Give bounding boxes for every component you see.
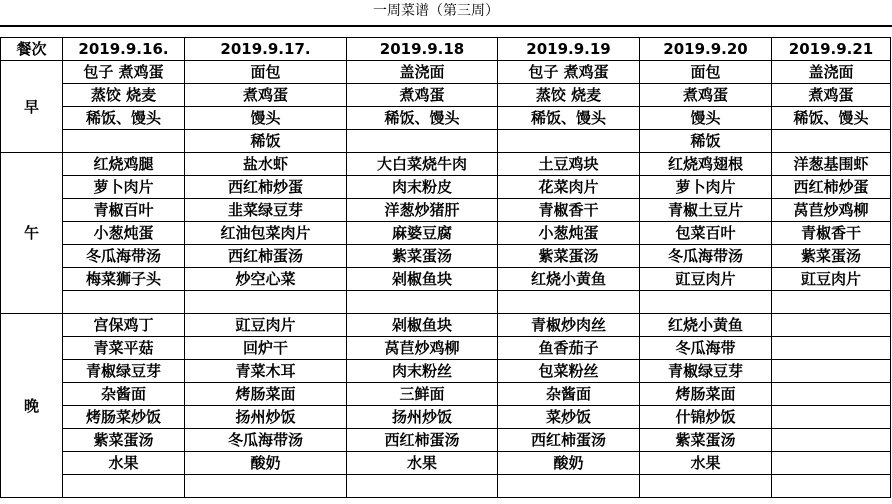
dish-cell: 馒头 [640,107,772,130]
menu-row [1,383,891,406]
dish-cell: 面包 [640,61,772,84]
dish-cell: 面包 [185,61,347,84]
header-row [1,38,891,61]
dish-cell: 红烧小黄鱼 [640,314,772,337]
dish-cell: 水果 [63,452,185,475]
dish-cell: 小葱炖蛋 [498,222,640,245]
dish-cell: 稀饭、馒头 [772,107,891,130]
dish-cell [772,130,891,153]
menu-row [1,268,891,291]
dish-cell: 韭菜绿豆芽 [185,199,347,222]
dish-cell [640,475,772,498]
dish-cell [347,130,498,153]
dish-cell: 酸奶 [498,452,640,475]
dish-cell [347,291,498,314]
dish-cell: 红烧鸡翅根 [640,153,772,176]
meal-column-header: 餐次 [1,38,63,61]
date-header: 2019.9.18 [347,38,498,61]
dish-cell [772,429,891,452]
dish-cell: 红烧鸡腿 [63,153,185,176]
dish-cell [63,291,185,314]
dish-cell [772,383,891,406]
dish-cell: 莴苣炒鸡柳 [347,337,498,360]
menu-row [1,360,891,383]
dish-cell: 花菜肉片 [498,176,640,199]
dish-cell: 肉末粉皮 [347,176,498,199]
dish-cell: 麻婆豆腐 [347,222,498,245]
dish-cell: 煮鸡蛋 [347,84,498,107]
dish-cell: 水果 [347,452,498,475]
dish-cell: 宫保鸡丁 [63,314,185,337]
dish-cell: 紫菜蛋汤 [63,429,185,452]
dish-cell: 青椒百叶 [63,199,185,222]
dish-cell: 冬瓜海带汤 [185,429,347,452]
dish-cell [772,452,891,475]
menu-row [1,176,891,199]
dish-cell: 西红柿蛋汤 [185,245,347,268]
dish-cell: 蒸饺 烧麦 [63,84,185,107]
dish-cell: 萝卜肉片 [640,176,772,199]
dish-cell [640,291,772,314]
dish-cell: 炒空心菜 [185,268,347,291]
dish-cell: 盐水虾 [185,153,347,176]
menu-row [1,222,891,245]
date-header: 2019.9.17. [185,38,347,61]
meal-label: 早 [1,61,63,153]
dish-cell: 洋葱炒猪肝 [347,199,498,222]
meal-label: 午 [1,153,63,314]
dish-cell [498,291,640,314]
dish-cell: 梅菜狮子头 [63,268,185,291]
menu-row [1,107,891,130]
menu-row [1,130,891,153]
menu-row [1,84,891,107]
dish-cell [347,475,498,498]
menu-row [1,291,891,314]
dish-cell: 三鲜面 [347,383,498,406]
dish-cell: 青菜木耳 [185,360,347,383]
dish-cell: 西红柿炒蛋 [772,176,891,199]
dish-cell [498,130,640,153]
dish-cell: 扬州炒饭 [347,406,498,429]
dish-cell [498,475,640,498]
dish-cell: 青菜平菇 [63,337,185,360]
menu-row [1,314,891,337]
dish-cell: 菜炒饭 [498,406,640,429]
dish-cell [772,291,891,314]
dish-cell: 烤肠菜炒饭 [63,406,185,429]
dish-cell: 小葱炖蛋 [63,222,185,245]
dish-cell: 包菜百叶 [640,222,772,245]
dish-cell: 冬瓜海带汤 [63,245,185,268]
dish-cell: 扬州炒饭 [185,406,347,429]
dish-cell [772,406,891,429]
dish-cell: 肉末粉丝 [347,360,498,383]
dish-cell: 红烧小黄鱼 [498,268,640,291]
dish-cell [772,475,891,498]
dish-cell: 冬瓜海带汤 [640,245,772,268]
dish-cell [63,475,185,498]
menu-body [1,61,891,498]
dish-cell: 烤肠菜面 [185,383,347,406]
dish-cell [63,130,185,153]
sheet-title: 一周菜谱（第三周） [373,3,499,19]
dish-cell: 酸奶 [185,452,347,475]
dish-cell: 稀饭 [640,130,772,153]
dish-cell: 冬瓜海带 [640,337,772,360]
menu-row [1,429,891,452]
date-header: 2019.9.21 [772,38,891,61]
dish-cell: 土豆鸡块 [498,153,640,176]
menu-row [1,199,891,222]
dish-cell: 萝卜肉片 [63,176,185,199]
weekly-menu-table [0,37,891,498]
dish-cell: 紫菜蛋汤 [772,245,891,268]
dish-cell: 青椒绿豆芽 [640,360,772,383]
dish-cell: 盖浇面 [347,61,498,84]
dish-cell [185,291,347,314]
dish-cell: 剁椒鱼块 [347,268,498,291]
dish-cell: 杂酱面 [498,383,640,406]
title-underline [0,25,892,27]
dish-cell: 青椒土豆片 [640,199,772,222]
dish-cell: 稀饭、馒头 [347,107,498,130]
date-header: 2019.9.19 [498,38,640,61]
menu-row [1,337,891,360]
dish-cell: 盖浇面 [772,61,891,84]
dish-cell: 包子 煮鸡蛋 [63,61,185,84]
meal-label: 晚 [1,314,63,498]
dish-cell: 西红柿炒蛋 [185,176,347,199]
dish-cell [772,314,891,337]
dish-cell: 紫菜蛋汤 [347,245,498,268]
menu-row [1,475,891,498]
menu-row [1,153,891,176]
dish-cell: 西红柿蛋汤 [347,429,498,452]
dish-cell: 烤肠菜面 [640,383,772,406]
dish-cell: 蒸饺 烧麦 [498,84,640,107]
date-header: 2019.9.16. [63,38,185,61]
dish-cell: 青椒绿豆芽 [63,360,185,383]
dish-cell: 包子 煮鸡蛋 [498,61,640,84]
dish-cell: 青椒香干 [498,199,640,222]
dish-cell: 包菜粉丝 [498,360,640,383]
menu-row [1,406,891,429]
dish-cell [185,475,347,498]
menu-row [1,245,891,268]
dish-cell: 青椒香干 [772,222,891,245]
menu-row [1,452,891,475]
dish-cell: 稀饭、馒头 [63,107,185,130]
dish-cell: 紫菜蛋汤 [498,245,640,268]
dish-cell: 杂酱面 [63,383,185,406]
dish-cell: 什锦炒饭 [640,406,772,429]
dish-cell [772,337,891,360]
dish-cell: 稀饭、馒头 [498,107,640,130]
dish-cell: 煮鸡蛋 [640,84,772,107]
dish-cell: 西红柿蛋汤 [498,429,640,452]
dish-cell: 紫菜蛋汤 [640,429,772,452]
dish-cell: 馒头 [185,107,347,130]
date-header: 2019.9.20 [640,38,772,61]
dish-cell: 青椒炒肉丝 [498,314,640,337]
dish-cell: 煮鸡蛋 [185,84,347,107]
dish-cell: 回炉干 [185,337,347,360]
menu-row [1,61,891,84]
dish-cell: 豇豆肉片 [640,268,772,291]
dish-cell: 豇豆肉片 [185,314,347,337]
dish-cell [772,360,891,383]
dish-cell: 水果 [640,452,772,475]
dish-cell: 鱼香茄子 [498,337,640,360]
dish-cell: 剁椒鱼块 [347,314,498,337]
dish-cell: 莴苣炒鸡柳 [772,199,891,222]
dish-cell: 洋葱基围虾 [772,153,891,176]
dish-cell: 大白菜烧牛肉 [347,153,498,176]
dish-cell: 稀饭 [185,130,347,153]
dish-cell: 煮鸡蛋 [772,84,891,107]
sheet-title-row [0,0,892,22]
dish-cell: 豇豆肉片 [772,268,891,291]
dish-cell: 红油包菜肉片 [185,222,347,245]
